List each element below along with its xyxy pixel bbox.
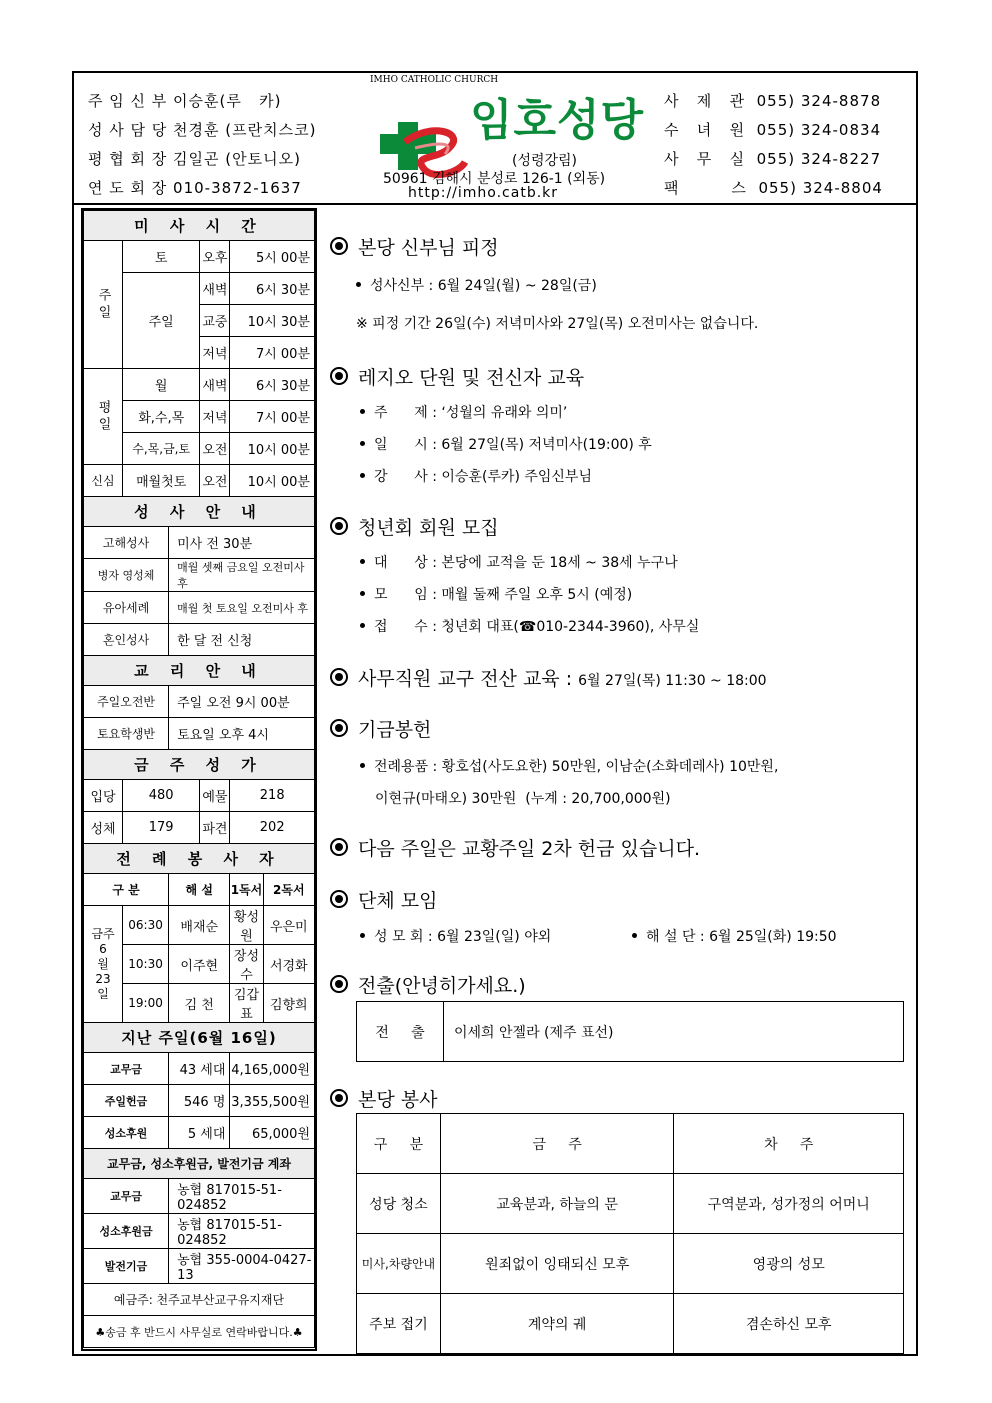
mass-day: 월 bbox=[123, 369, 200, 401]
mass-time: 7시 00분 bbox=[230, 337, 315, 369]
header-left-row-1: 주 임 신 부 이승훈(루 카) bbox=[88, 92, 282, 110]
service-next-week: 겸손하신 모후 bbox=[674, 1294, 904, 1354]
dot-icon bbox=[360, 473, 365, 478]
last-week-title: 지난 주일(6월 16일) bbox=[84, 1023, 315, 1053]
account-number: 농협 817015-51-024852 bbox=[169, 1179, 315, 1214]
liturgy-reader1: 황성원 bbox=[230, 906, 263, 945]
transfer-value: 이세희 안젤라 (제주 표선) bbox=[444, 1002, 904, 1062]
youth-item: 접 수 : 청년회 대표(☎010-2344-3960), 사무실 bbox=[360, 616, 699, 636]
hymn-number: 218 bbox=[230, 780, 315, 812]
liturgy-date: 금주 6 월 23 일 bbox=[84, 906, 123, 1023]
mass-day: 수,목,금,토 bbox=[123, 433, 200, 465]
sacrament-value: 매월 셋째 금요일 오전미사 후 bbox=[169, 559, 315, 592]
offering-count: 5 세대 bbox=[169, 1117, 230, 1149]
mass-period: 교중 bbox=[200, 305, 230, 337]
section-retreat: 본당 신부님 피정 bbox=[330, 233, 499, 260]
mass-time: 7시 00분 bbox=[230, 401, 315, 433]
mass-day: 화,수,목 bbox=[123, 401, 200, 433]
account-label: 교무금 bbox=[84, 1179, 169, 1214]
education-item: 강 사 : 이승훈(루카) 주임신부님 bbox=[360, 466, 592, 486]
hymn-label: 예물 bbox=[200, 780, 230, 812]
liturgy-reader2: 서경화 bbox=[263, 945, 314, 984]
offering-amount: 4,165,000원 bbox=[230, 1053, 315, 1085]
offering-label: 주일헌금 bbox=[84, 1085, 169, 1117]
service-this-week: 계약의 궤 bbox=[440, 1294, 674, 1354]
mass-day: 주일 bbox=[123, 273, 200, 369]
sidebar-table bbox=[83, 210, 315, 1348]
liturgy-time: 19:00 bbox=[123, 984, 169, 1023]
liturgy-commentator: 이주현 bbox=[169, 945, 230, 984]
account-number: 농협 355-0004-0427-13 bbox=[169, 1249, 315, 1284]
bullet-circle-icon bbox=[330, 719, 348, 737]
bullet-circle-icon bbox=[330, 1089, 348, 1107]
section-group-meeting: 단체 모임 bbox=[330, 886, 437, 913]
meeting-item: 성 모 회 : 6월 23일(일) 야외 bbox=[360, 926, 551, 946]
hymn-number: 202 bbox=[230, 812, 315, 844]
liturgy-header: 구 분 bbox=[84, 874, 169, 906]
mass-day: 매월첫토 bbox=[123, 465, 200, 497]
account-holder: 예금주: 천주교부산교구유지재단 bbox=[84, 1284, 315, 1316]
offering-amount: 65,000원 bbox=[230, 1117, 315, 1149]
remittance-notice: ♣송금 후 반드시 사무실로 연락바랍니다.♣ bbox=[84, 1316, 315, 1348]
mass-period: 오전 bbox=[200, 465, 230, 497]
sacrament-label: 혼인성사 bbox=[84, 624, 169, 656]
header-left-row-4: 연 도 회 장 010-3872-1637 bbox=[88, 179, 302, 197]
offering-amount: 3,355,500원 bbox=[230, 1085, 315, 1117]
mass-day: 토 bbox=[123, 241, 200, 273]
offering-count: 43 세대 bbox=[169, 1053, 230, 1085]
catechism-label: 토요학생반 bbox=[84, 718, 169, 750]
liturgy-time: 06:30 bbox=[123, 906, 169, 945]
hymn-title: 금 주 성 가 bbox=[84, 750, 315, 780]
church-url[interactable]: http://imho.catb.kr bbox=[408, 185, 559, 201]
meeting-item: 해 설 단 : 6월 25일(화) 19:50 bbox=[632, 926, 837, 946]
education-item: 주 제 : ‘성월의 유래와 의미’ bbox=[360, 402, 567, 422]
mass-time: 5시 00분 bbox=[230, 241, 315, 273]
bullet-circle-icon bbox=[330, 367, 348, 385]
mass-time: 6시 30분 bbox=[230, 273, 315, 305]
bullet-circle-icon bbox=[330, 975, 348, 993]
bullet-circle-icon bbox=[330, 890, 348, 908]
bullet-circle-icon bbox=[330, 668, 348, 686]
liturgy-title: 전 례 봉 사 자 bbox=[84, 844, 315, 874]
dot-icon bbox=[360, 409, 365, 414]
mass-time: 10시 00분 bbox=[230, 465, 315, 497]
liturgy-time: 10:30 bbox=[123, 945, 169, 984]
mass-period: 새벽 bbox=[200, 369, 230, 401]
service-table bbox=[356, 1113, 904, 1354]
section-legio-education: 레지오 단원 및 전신자 교육 bbox=[330, 363, 584, 390]
dot-icon bbox=[360, 763, 365, 768]
transfer-label: 전 출 bbox=[357, 1002, 444, 1062]
mass-time: 10시 00분 bbox=[230, 433, 315, 465]
hymn-label: 파견 bbox=[200, 812, 230, 844]
service-next-week: 구역분과, 성가정의 어머니 bbox=[674, 1174, 904, 1234]
mass-period: 새벽 bbox=[200, 273, 230, 305]
liturgy-header: 1독서 bbox=[230, 874, 263, 906]
dot-icon bbox=[356, 282, 361, 287]
liturgy-commentator: 김 천 bbox=[169, 984, 230, 1023]
donation-item-cont: 이현규(마태오) 30만원 (누계 : 20,700,000원) bbox=[375, 791, 671, 807]
dot-icon bbox=[632, 933, 637, 938]
hymn-label: 성체 bbox=[84, 812, 123, 844]
bullet-circle-icon bbox=[330, 237, 348, 255]
offering-count: 546 명 bbox=[169, 1085, 230, 1117]
header-divider bbox=[72, 203, 918, 205]
header-left-row-2: 성 사 담 당 천경훈 (프란치스코) bbox=[88, 121, 317, 139]
header-right-row-2: 수 녀 원 055) 324-0834 bbox=[664, 121, 882, 139]
service-this-week: 교육분과, 하늘의 문 bbox=[440, 1174, 674, 1234]
sacrament-title: 성 사 안 내 bbox=[84, 497, 315, 527]
hymn-label: 입당 bbox=[84, 780, 123, 812]
service-header: 금 주 bbox=[440, 1114, 674, 1174]
sacrament-value: 미사 전 30분 bbox=[169, 527, 315, 559]
sacrament-label: 고해성사 bbox=[84, 527, 169, 559]
account-number: 농협 817015-51-024852 bbox=[169, 1214, 315, 1249]
youth-item: 대 상 : 본당에 교적을 둔 18세 ~ 38세 누구나 bbox=[360, 552, 678, 572]
dot-icon bbox=[360, 559, 365, 564]
mass-period: 오전 bbox=[200, 433, 230, 465]
liturgy-header: 2독서 bbox=[263, 874, 314, 906]
education-item: 일 시 : 6월 27일(목) 저녁미사(19:00) 후 bbox=[360, 434, 652, 454]
mass-period: 저녁 bbox=[200, 401, 230, 433]
mass-time: 6시 30분 bbox=[230, 369, 315, 401]
dot-icon bbox=[360, 933, 365, 938]
dot-icon bbox=[360, 591, 365, 596]
youth-item: 모 임 : 매월 둘째 주일 오후 5시 (예정) bbox=[360, 584, 632, 604]
header-right-row-4: 팩 스 055) 324-8804 bbox=[664, 179, 883, 197]
service-header: 차 주 bbox=[674, 1114, 904, 1174]
offering-label: 성소후원 bbox=[84, 1117, 169, 1149]
retreat-note: ※ 피정 기간 26일(수) 저녁미사와 27일(목) 오전미사는 없습니다. bbox=[356, 316, 759, 332]
liturgy-commentator: 배재순 bbox=[169, 906, 230, 945]
liturgy-reader1: 장성수 bbox=[230, 945, 263, 984]
liturgy-reader2: 김향희 bbox=[263, 984, 314, 1023]
account-label: 발전기금 bbox=[84, 1249, 169, 1284]
header-left-row-3: 평 협 회 장 김일곤 (안토니오) bbox=[88, 150, 301, 168]
section-papal-collection: 다음 주일은 교황주일 2차 헌금 있습니다. bbox=[330, 834, 700, 861]
service-label: 성당 청소 bbox=[357, 1174, 441, 1234]
section-parish-service: 본당 봉사 bbox=[330, 1085, 437, 1112]
church-english-name: IMHO CATHOLIC CHURCH bbox=[370, 75, 499, 85]
section-staff-education: 사무직원 교구 전산 교육 : 6월 27일(목) 11:30 ~ 18:00 bbox=[330, 664, 767, 691]
dot-icon bbox=[360, 623, 365, 628]
section-transfer-out: 전출(안녕히가세요.) bbox=[330, 971, 526, 998]
church-patron: (성령강림) bbox=[512, 153, 578, 169]
transfer-table bbox=[356, 1001, 904, 1062]
church-address: 50961 김해시 분성로 126-1 (외동) bbox=[383, 171, 606, 187]
header-right-row-1: 사 제 관 055) 324-8878 bbox=[664, 92, 882, 110]
liturgy-reader1: 김갑표 bbox=[230, 984, 263, 1023]
section-youth: 청년회 회원 모집 bbox=[330, 513, 499, 540]
mass-time: 10시 30분 bbox=[230, 305, 315, 337]
liturgy-header: 해 설 bbox=[169, 874, 230, 906]
service-label: 미사,차량안내 bbox=[357, 1234, 441, 1294]
dot-icon bbox=[360, 441, 365, 446]
weekday-label: 평일 bbox=[84, 369, 123, 465]
church-name: 임호성당 bbox=[470, 95, 645, 146]
accounts-title: 교무금, 성소후원금, 발전기금 계좌 bbox=[84, 1149, 315, 1179]
mass-title: 미 사 시 간 bbox=[84, 211, 315, 241]
sacrament-value: 매월 첫 토요일 오전미사 후 bbox=[169, 592, 315, 624]
catechism-value: 토요일 오후 4시 bbox=[169, 718, 315, 750]
service-next-week: 영광의 성모 bbox=[674, 1234, 904, 1294]
liturgy-reader2: 우은미 bbox=[263, 906, 314, 945]
catechism-title: 교 리 안 내 bbox=[84, 656, 315, 686]
sunday-label: 주일 bbox=[84, 241, 123, 369]
offering-label: 교무금 bbox=[84, 1053, 169, 1085]
header-right-row-3: 사 무 실 055) 324-8227 bbox=[664, 150, 882, 168]
bullet-circle-icon bbox=[330, 838, 348, 856]
mass-period: 오후 bbox=[200, 241, 230, 273]
section-donation: 기금봉헌 bbox=[330, 715, 431, 742]
hymn-number: 179 bbox=[123, 812, 200, 844]
service-header: 구 분 bbox=[357, 1114, 441, 1174]
service-this-week: 원죄없이 잉태되신 모후 bbox=[440, 1234, 674, 1294]
retreat-item: 성사신부 : 6월 24일(월) ~ 28일(금) bbox=[356, 275, 597, 295]
mass-group: 신심 bbox=[84, 465, 123, 497]
sacrament-label: 병자 영성체 bbox=[84, 559, 169, 592]
hymn-number: 480 bbox=[123, 780, 200, 812]
account-label: 성소후원금 bbox=[84, 1214, 169, 1249]
sacrament-value: 한 달 전 신청 bbox=[169, 624, 315, 656]
catechism-label: 주일오전반 bbox=[84, 686, 169, 718]
bullet-circle-icon bbox=[330, 517, 348, 535]
mass-period: 저녁 bbox=[200, 337, 230, 369]
service-label: 주보 접기 bbox=[357, 1294, 441, 1354]
catechism-value: 주일 오전 9시 00분 bbox=[169, 686, 315, 718]
sacrament-label: 유아세례 bbox=[84, 592, 169, 624]
donation-item: 전례용품 : 황호섭(사도요한) 50만원, 이남순(소화데레사) 10만원, bbox=[360, 756, 778, 776]
